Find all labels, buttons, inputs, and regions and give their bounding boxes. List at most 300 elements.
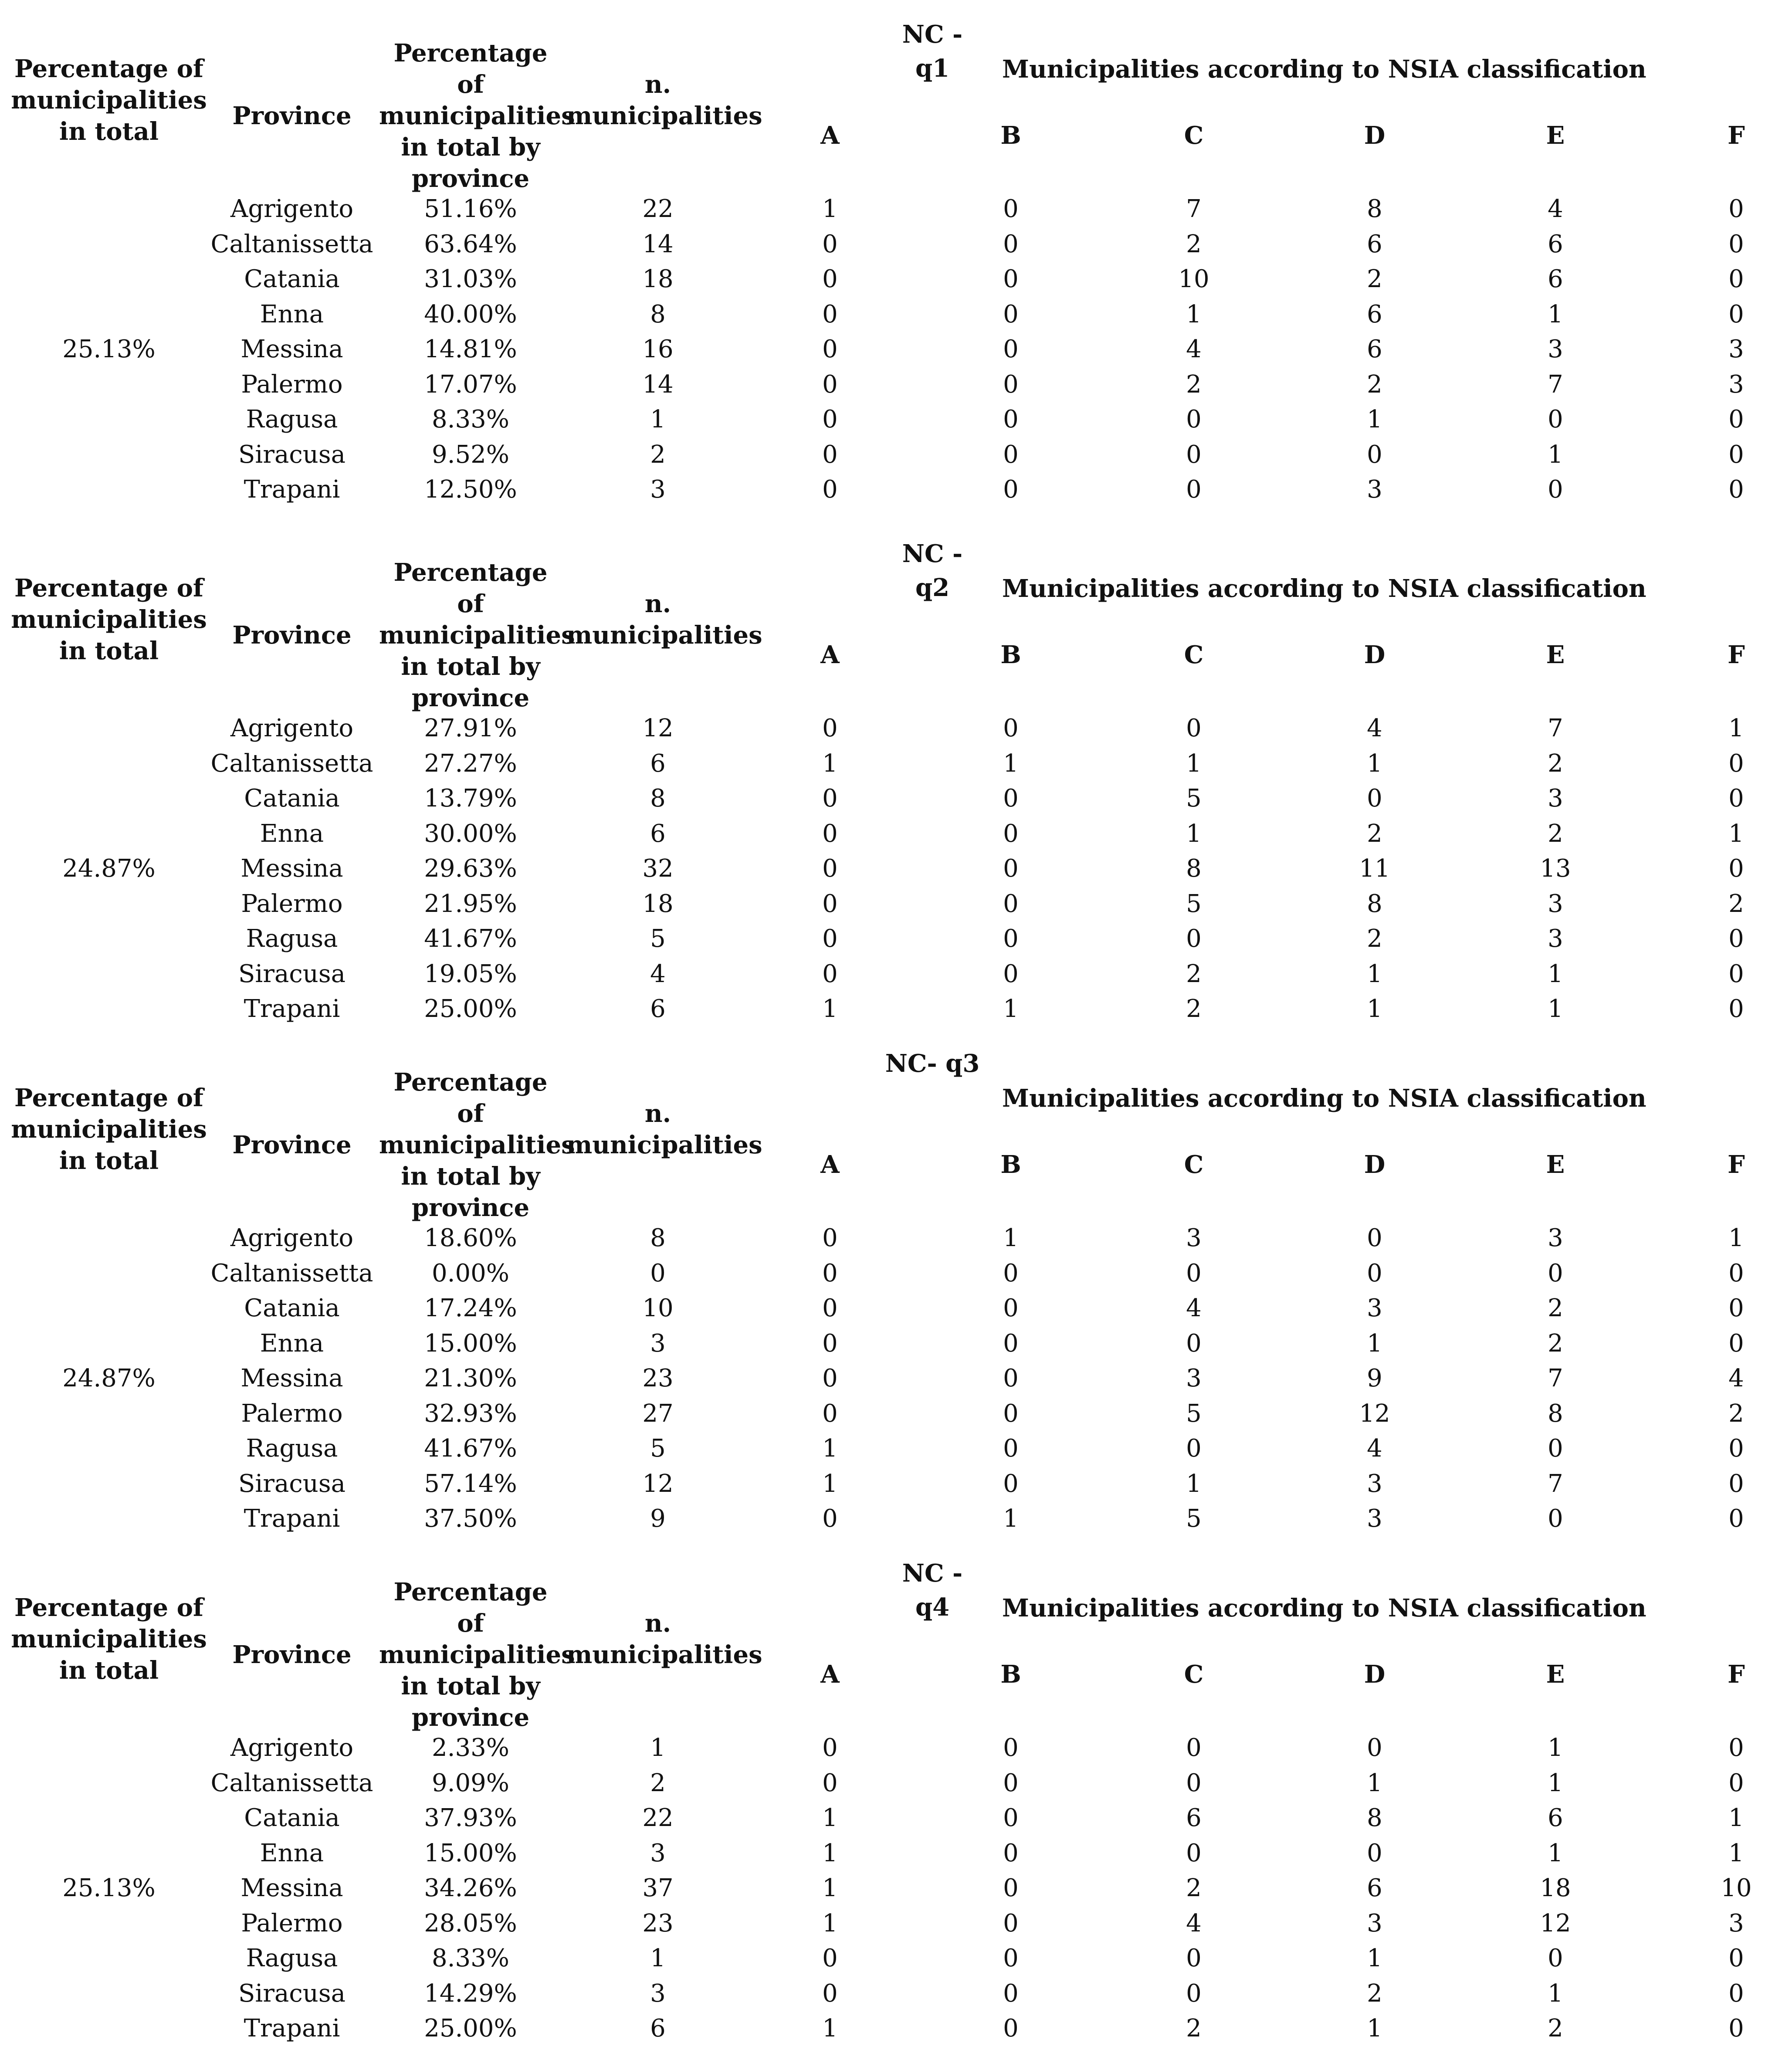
class-c-cell: 0 (1186, 405, 1202, 434)
class-e-cell: 2 (1548, 1294, 1563, 1322)
class-e-cell: 8 (1548, 1399, 1563, 1428)
class-e-cell: 2 (1548, 2014, 1563, 2043)
class-d-cell: 2 (1367, 819, 1382, 848)
n-municipalities-cell: 5 (650, 925, 666, 953)
class-b-cell: 0 (1003, 959, 1019, 988)
table-row (0, 816, 1792, 852)
class-header-e: E (1546, 640, 1565, 669)
province-cell: Enna (260, 1839, 324, 1867)
class-d-cell: 6 (1367, 300, 1382, 329)
n-municipalities-cell: 8 (650, 300, 666, 329)
n-municipalities-cell: 8 (650, 1224, 666, 1252)
class-b-cell: 0 (1003, 1804, 1019, 1832)
total-percentage: 25.13% (62, 1874, 156, 1902)
class-b-cell: 1 (1003, 1224, 1019, 1252)
province-cell: Enna (260, 819, 324, 848)
class-a-cell: 0 (822, 475, 838, 504)
class-e-cell: 3 (1548, 925, 1563, 953)
class-c-cell: 2 (1186, 995, 1202, 1023)
section-title: NC - q2 (902, 539, 963, 602)
province-cell: Siracusa (238, 440, 346, 469)
n-municipalities-cell: 10 (642, 1294, 674, 1322)
class-a-cell: 0 (822, 889, 838, 918)
n-municipalities-cell: 3 (650, 1839, 666, 1867)
n-municipalities-cell: 12 (642, 714, 674, 742)
class-b-cell: 0 (1003, 1734, 1019, 1762)
class-d-cell: 1 (1367, 1768, 1382, 1797)
total-percentage: 24.87% (62, 854, 156, 883)
class-e-cell: 0 (1548, 1944, 1563, 1972)
table-row (0, 957, 1792, 992)
class-header-e: E (1546, 121, 1565, 150)
pct-cell: 9.52% (432, 440, 509, 469)
class-a-cell: 0 (822, 1504, 838, 1533)
class-f-cell: 0 (1728, 854, 1744, 883)
pct-cell: 8.33% (432, 1944, 509, 1972)
class-b-cell: 0 (1003, 405, 1019, 434)
class-f-cell: 0 (1728, 1294, 1744, 1322)
class-e-cell: 2 (1548, 1329, 1563, 1358)
province-cell: Trapani (244, 475, 340, 504)
table-section (0, 1556, 1792, 2053)
class-b-cell: 0 (1003, 1944, 1019, 1972)
pct-cell: 15.00% (424, 1839, 517, 1867)
n-municipalities-header: n. municipalities (566, 70, 762, 130)
class-e-cell: 1 (1548, 959, 1563, 988)
n-municipalities-cell: 12 (642, 1469, 674, 1498)
province-header: Province (232, 621, 352, 650)
class-e-cell: 3 (1548, 335, 1563, 363)
class-d-cell: 1 (1367, 995, 1382, 1023)
class-a-cell: 0 (822, 1224, 838, 1252)
class-c-cell: 4 (1186, 335, 1202, 363)
class-a-cell: 0 (822, 854, 838, 883)
pct-cell: 15.00% (424, 1329, 517, 1358)
province-cell: Caltanissetta (210, 1768, 373, 1797)
class-f-cell: 0 (1728, 784, 1744, 813)
n-municipalities-cell: 18 (642, 889, 674, 918)
class-c-cell: 5 (1186, 1504, 1202, 1533)
table-row (0, 1396, 1792, 1432)
class-b-cell: 0 (1003, 784, 1019, 813)
class-b-cell: 1 (1003, 995, 1019, 1023)
province-cell: Trapani (244, 995, 340, 1023)
class-header-f: F (1728, 1660, 1745, 1689)
class-b-cell: 0 (1003, 370, 1019, 399)
table-row (0, 851, 1792, 887)
class-header-d: D (1364, 1660, 1385, 1689)
table-row (0, 781, 1792, 816)
province-cell: Catania (244, 784, 340, 813)
province-cell: Catania (244, 1294, 340, 1322)
class-a-cell: 1 (822, 995, 838, 1023)
pct-cell: 9.09% (432, 1768, 509, 1797)
n-municipalities-cell: 6 (650, 995, 666, 1023)
province-cell: Catania (244, 1804, 340, 1832)
class-c-cell: 0 (1186, 1839, 1202, 1867)
class-a-cell: 1 (822, 1804, 838, 1832)
class-d-cell: 3 (1367, 475, 1382, 504)
table-row (0, 1836, 1792, 1871)
pct-cell: 14.81% (424, 335, 517, 363)
class-f-cell: 3 (1728, 1909, 1744, 1938)
table-row (0, 367, 1792, 403)
class-e-cell: 0 (1548, 1504, 1563, 1533)
class-f-cell: 1 (1728, 1804, 1744, 1832)
class-a-cell: 0 (822, 1294, 838, 1322)
class-header-d: D (1364, 1150, 1385, 1179)
class-c-cell: 4 (1186, 1909, 1202, 1938)
class-c-cell: 0 (1186, 1434, 1202, 1463)
n-municipalities-cell: 3 (650, 475, 666, 504)
class-d-cell: 1 (1367, 405, 1382, 434)
class-b-cell: 0 (1003, 1434, 1019, 1463)
province-cell: Catania (244, 265, 340, 293)
class-d-cell: 2 (1367, 370, 1382, 399)
class-b-cell: 0 (1003, 1768, 1019, 1797)
class-f-cell: 4 (1728, 1364, 1744, 1392)
class-f-cell: 2 (1728, 1399, 1744, 1428)
class-b-cell: 0 (1003, 440, 1019, 469)
class-a-cell: 1 (822, 1909, 838, 1938)
class-header-d: D (1364, 121, 1385, 150)
n-municipalities-header: n. municipalities (566, 589, 762, 650)
class-e-cell: 13 (1540, 854, 1571, 883)
class-e-cell: 3 (1548, 1224, 1563, 1252)
class-d-cell: 2 (1367, 1979, 1382, 2008)
class-a-cell: 0 (822, 265, 838, 293)
province-cell: Siracusa (238, 959, 346, 988)
n-municipalities-cell: 1 (650, 1734, 666, 1762)
province-cell: Messina (241, 1874, 343, 1902)
pct-cell: 25.00% (424, 2014, 517, 2043)
class-d-cell: 6 (1367, 230, 1382, 258)
class-e-cell: 6 (1548, 230, 1563, 258)
province-cell: Caltanissetta (210, 1259, 373, 1287)
province-cell: Trapani (244, 1504, 340, 1533)
class-e-cell: 7 (1548, 714, 1563, 742)
class-header-f: F (1728, 640, 1745, 669)
province-cell: Palermo (241, 1399, 343, 1428)
table-row (0, 262, 1792, 297)
class-e-cell: 2 (1548, 749, 1563, 778)
class-e-cell: 7 (1548, 370, 1563, 399)
class-c-cell: 10 (1178, 265, 1209, 293)
pct-cell: 27.91% (424, 714, 517, 742)
province-cell: Enna (260, 1329, 324, 1358)
class-a-cell: 1 (822, 749, 838, 778)
class-c-cell: 1 (1186, 819, 1202, 848)
class-c-cell: 7 (1186, 195, 1202, 223)
class-d-cell: 4 (1367, 714, 1382, 742)
class-b-cell: 0 (1003, 1259, 1019, 1287)
class-f-cell: 3 (1728, 335, 1744, 363)
class-f-cell: 0 (1728, 230, 1744, 258)
section-title: NC - q1 (902, 20, 963, 83)
table-row (0, 1326, 1792, 1362)
class-f-cell: 0 (1728, 995, 1744, 1023)
class-c-cell: 4 (1186, 1294, 1202, 1322)
class-b-cell: 0 (1003, 854, 1019, 883)
province-cell: Siracusa (238, 1469, 346, 1498)
class-c-cell: 0 (1186, 475, 1202, 504)
n-municipalities-cell: 37 (642, 1874, 674, 1902)
class-c-cell: 2 (1186, 1874, 1202, 1902)
table-row (0, 227, 1792, 262)
pct-total-header: Percentage of municipalities in total (11, 1084, 207, 1175)
n-municipalities-cell: 6 (650, 749, 666, 778)
n-municipalities-cell: 22 (642, 1804, 674, 1832)
class-c-cell: 0 (1186, 1768, 1202, 1797)
class-a-cell: 0 (822, 230, 838, 258)
class-f-cell: 0 (1728, 1944, 1744, 1972)
class-a-cell: 0 (822, 784, 838, 813)
table-row (0, 1976, 1792, 2012)
class-c-cell: 1 (1186, 300, 1202, 329)
table-row (0, 1291, 1792, 1326)
province-cell: Siracusa (238, 1979, 346, 2008)
table-row (0, 402, 1792, 437)
pct-cell: 28.05% (424, 1909, 517, 1938)
class-d-cell: 0 (1367, 440, 1382, 469)
class-e-cell: 0 (1548, 1434, 1563, 1463)
n-municipalities-cell: 23 (642, 1909, 674, 1938)
class-b-cell: 0 (1003, 1909, 1019, 1938)
class-c-cell: 1 (1186, 1469, 1202, 1498)
province-cell: Palermo (241, 889, 343, 918)
province-header: Province (232, 102, 352, 130)
class-a-cell: 0 (822, 1768, 838, 1797)
class-f-cell: 10 (1721, 1874, 1752, 1902)
table-row (0, 1871, 1792, 1906)
class-d-cell: 1 (1367, 1944, 1382, 1972)
class-f-cell: 0 (1728, 959, 1744, 988)
class-f-cell: 0 (1728, 1469, 1744, 1498)
class-b-cell: 0 (1003, 475, 1019, 504)
table-row (0, 1221, 1792, 1256)
class-f-cell: 0 (1728, 1259, 1744, 1287)
class-a-cell: 0 (822, 714, 838, 742)
table-row (0, 1731, 1792, 1766)
class-b-cell: 0 (1003, 230, 1019, 258)
province-cell: Ragusa (246, 1434, 338, 1463)
class-d-cell: 1 (1367, 959, 1382, 988)
province-cell: Agrigento (230, 195, 354, 223)
province-cell: Agrigento (230, 1734, 354, 1762)
pct-cell: 41.67% (424, 925, 517, 953)
class-b-cell: 0 (1003, 1399, 1019, 1428)
pct-cell: 2.33% (432, 1734, 509, 1762)
class-b-cell: 0 (1003, 1839, 1019, 1867)
pct-total-header: Percentage of municipalities in total (11, 54, 207, 146)
table-row (0, 711, 1792, 746)
class-e-cell: 1 (1548, 995, 1563, 1023)
class-d-cell: 2 (1367, 925, 1382, 953)
class-e-cell: 12 (1540, 1909, 1571, 1938)
pct-total-header: Percentage of municipalities in total (11, 1593, 207, 1685)
pct-by-province-header: Percentage of municipalities in total by province (379, 1068, 575, 1222)
class-a-cell: 0 (822, 335, 838, 363)
class-f-cell: 0 (1728, 925, 1744, 953)
pct-cell: 37.50% (424, 1504, 517, 1533)
class-e-cell: 1 (1548, 1979, 1563, 2008)
n-municipalities-cell: 4 (650, 959, 666, 988)
class-e-cell: 3 (1548, 784, 1563, 813)
class-f-cell: 3 (1728, 370, 1744, 399)
class-header-a: A (820, 1150, 840, 1179)
class-c-cell: 0 (1186, 1259, 1202, 1287)
class-f-cell: 0 (1728, 405, 1744, 434)
class-a-cell: 0 (822, 1259, 838, 1287)
class-a-cell: 0 (822, 1944, 838, 1972)
province-cell: Messina (241, 854, 343, 883)
pct-cell: 8.33% (432, 405, 509, 434)
table-body (0, 192, 1792, 508)
class-f-cell: 0 (1728, 1504, 1744, 1533)
class-c-cell: 5 (1186, 784, 1202, 813)
class-f-cell: 1 (1728, 1224, 1744, 1252)
class-d-cell: 3 (1367, 1909, 1382, 1938)
n-municipalities-cell: 23 (642, 1364, 674, 1392)
total-percentage: 25.13% (62, 335, 156, 363)
table-row (0, 887, 1792, 922)
pct-by-province-header: Percentage of municipalities in total by province (379, 558, 575, 712)
province-cell: Messina (241, 1364, 343, 1392)
table-section (0, 17, 1792, 514)
n-municipalities-cell: 8 (650, 784, 666, 813)
pct-cell: 40.00% (424, 300, 517, 329)
province-cell: Caltanissetta (210, 749, 373, 778)
class-c-cell: 0 (1186, 440, 1202, 469)
class-a-cell: 0 (822, 405, 838, 434)
pct-total-header: Percentage of municipalities in total (11, 574, 207, 665)
pct-cell: 12.50% (424, 475, 517, 504)
table-body (0, 1731, 1792, 2046)
class-header-f: F (1728, 1150, 1745, 1179)
pct-cell: 27.27% (424, 749, 517, 778)
table-row (0, 472, 1792, 508)
province-cell: Messina (241, 335, 343, 363)
class-d-cell: 0 (1367, 1259, 1382, 1287)
class-header-e: E (1546, 1150, 1565, 1179)
class-a-cell: 1 (822, 195, 838, 223)
class-e-cell: 6 (1548, 1804, 1563, 1832)
class-f-cell: 0 (1728, 2014, 1744, 2043)
class-d-cell: 1 (1367, 2014, 1382, 2043)
n-municipalities-cell: 5 (650, 1434, 666, 1463)
n-municipalities-cell: 2 (650, 440, 666, 469)
pct-cell: 63.64% (424, 230, 517, 258)
table-row (0, 1941, 1792, 1976)
class-d-cell: 4 (1367, 1434, 1382, 1463)
province-header: Province (232, 1131, 352, 1159)
class-c-cell: 3 (1186, 1364, 1202, 1392)
n-municipalities-cell: 3 (650, 1329, 666, 1358)
class-f-cell: 0 (1728, 1734, 1744, 1762)
pct-by-province-header: Percentage of municipalities in total by province (379, 1578, 575, 1732)
table-row (0, 992, 1792, 1027)
class-d-cell: 12 (1359, 1399, 1390, 1428)
class-a-cell: 0 (822, 300, 838, 329)
class-a-cell: 1 (822, 1874, 838, 1902)
class-e-cell: 6 (1548, 265, 1563, 293)
n-municipalities-header: n. municipalities (566, 1609, 762, 1669)
table-row (0, 437, 1792, 473)
class-d-cell: 9 (1367, 1364, 1382, 1392)
pct-cell: 17.24% (424, 1294, 517, 1322)
class-b-cell: 0 (1003, 265, 1019, 293)
class-d-cell: 8 (1367, 1804, 1382, 1832)
table-row (0, 922, 1792, 957)
class-header-c: C (1184, 121, 1204, 150)
class-b-cell: 1 (1003, 1504, 1019, 1533)
class-f-cell: 1 (1728, 714, 1744, 742)
class-a-cell: 0 (822, 440, 838, 469)
n-municipalities-cell: 0 (650, 1259, 666, 1287)
class-header-b: B (1000, 1660, 1021, 1689)
table-section (0, 537, 1792, 1033)
class-f-cell: 0 (1728, 265, 1744, 293)
class-b-cell: 1 (1003, 749, 1019, 778)
class-a-cell: 0 (822, 1364, 838, 1392)
pct-cell: 41.67% (424, 1434, 517, 1463)
class-c-cell: 0 (1186, 1944, 1202, 1972)
class-c-cell: 2 (1186, 230, 1202, 258)
class-f-cell: 0 (1728, 440, 1744, 469)
pct-cell: 30.00% (424, 819, 517, 848)
class-c-cell: 2 (1186, 2014, 1202, 2043)
class-d-cell: 3 (1367, 1294, 1382, 1322)
table-row (0, 1801, 1792, 1836)
class-e-cell: 2 (1548, 819, 1563, 848)
table-row (0, 297, 1792, 332)
class-e-cell: 0 (1548, 405, 1563, 434)
table-row (0, 1467, 1792, 1502)
class-c-cell: 0 (1186, 1329, 1202, 1358)
class-b-cell: 0 (1003, 1364, 1019, 1392)
class-a-cell: 0 (822, 370, 838, 399)
class-f-cell: 0 (1728, 195, 1744, 223)
pct-by-province-header: Percentage of municipalities in total by province (379, 39, 575, 193)
table-row (0, 1501, 1792, 1537)
n-municipalities-cell: 14 (642, 370, 674, 399)
n-municipalities-cell: 1 (650, 1944, 666, 1972)
class-header-a: A (820, 640, 840, 669)
pct-cell: 32.93% (424, 1399, 517, 1428)
class-a-cell: 0 (822, 1979, 838, 2008)
class-e-cell: 1 (1548, 300, 1563, 329)
class-c-cell: 2 (1186, 959, 1202, 988)
class-f-cell: 0 (1728, 1768, 1744, 1797)
province-cell: Agrigento (230, 1224, 354, 1252)
class-e-cell: 7 (1548, 1364, 1563, 1392)
class-header-c: C (1184, 1660, 1204, 1689)
class-c-cell: 1 (1186, 749, 1202, 778)
nsia-classification-header: Municipalities according to NSIA classification (1002, 1084, 1646, 1113)
nsia-classification-header: Municipalities according to NSIA classification (1002, 1594, 1646, 1623)
class-b-cell: 0 (1003, 1874, 1019, 1902)
class-d-cell: 0 (1367, 1734, 1382, 1762)
n-municipalities-cell: 14 (642, 230, 674, 258)
table-row (0, 746, 1792, 782)
pct-cell: 51.16% (424, 195, 517, 223)
class-a-cell: 0 (822, 925, 838, 953)
n-municipalities-cell: 2 (650, 1768, 666, 1797)
class-b-cell: 0 (1003, 1294, 1019, 1322)
class-d-cell: 8 (1367, 889, 1382, 918)
class-d-cell: 1 (1367, 1329, 1382, 1358)
province-header: Province (232, 1640, 352, 1669)
